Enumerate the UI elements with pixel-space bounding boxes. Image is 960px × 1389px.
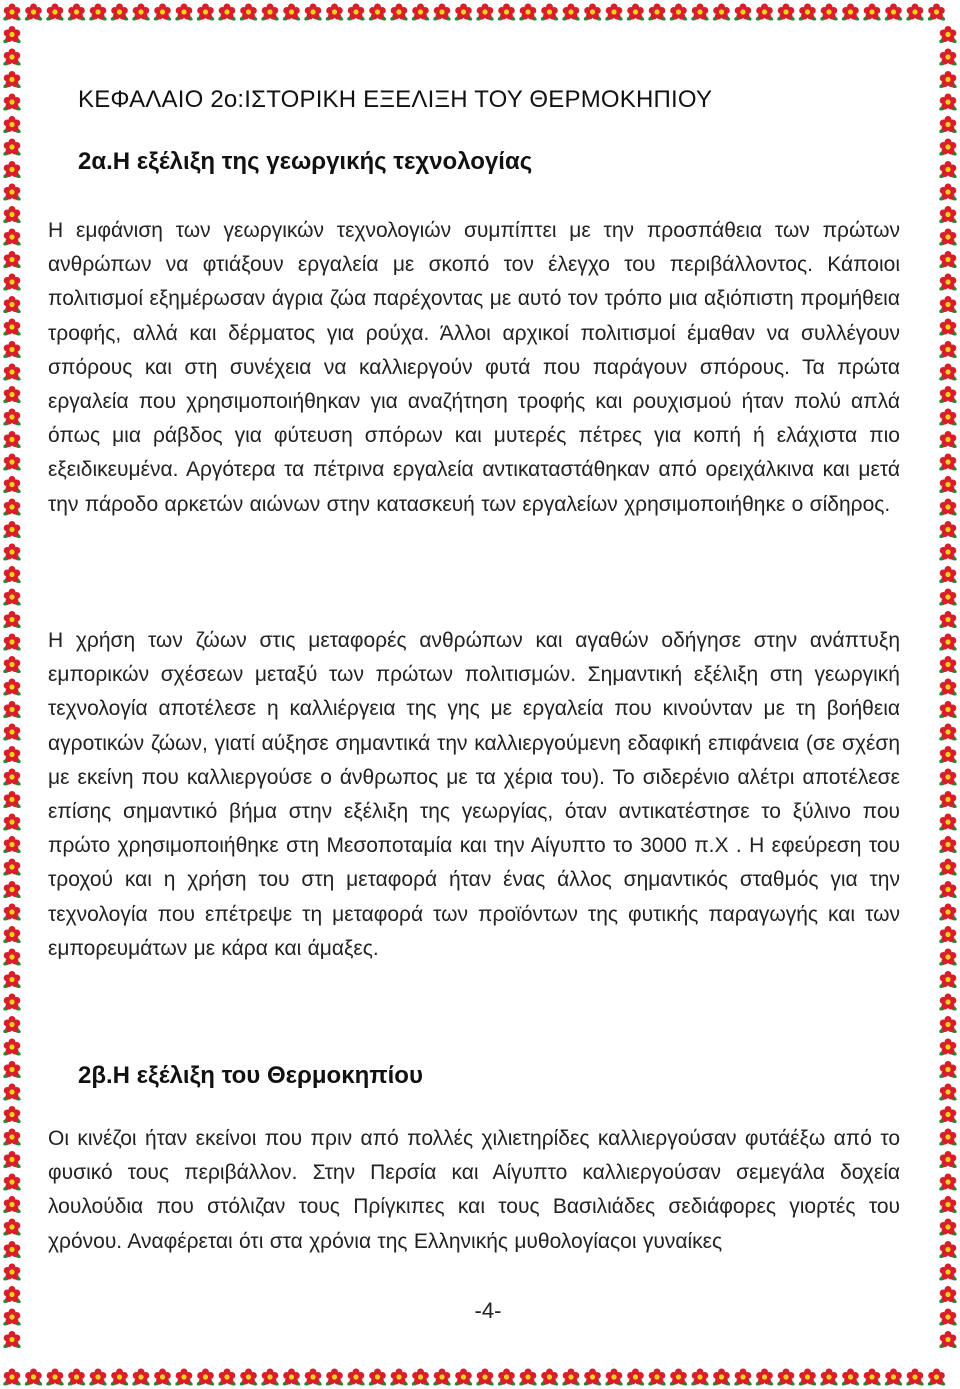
border-flower-icon — [3, 859, 22, 877]
border-flower-icon — [939, 184, 958, 202]
border-flower-icon — [939, 1129, 958, 1147]
border-flower-icon — [939, 319, 958, 337]
border-flower-icon — [939, 431, 958, 449]
document-page — [48, 0, 900, 1389]
border-flower-icon — [939, 1084, 958, 1102]
border-flower-icon — [3, 386, 22, 404]
border-flower-icon — [3, 1039, 22, 1057]
border-flower-icon — [3, 409, 22, 427]
border-flower-icon — [3, 296, 22, 314]
border-flower-icon — [3, 1264, 22, 1282]
border-flower-icon — [939, 521, 958, 539]
border-flower-icon — [939, 724, 958, 742]
border-flower-icon — [939, 949, 958, 967]
border-flower-icon — [3, 206, 22, 224]
border-flower-icon — [3, 476, 22, 494]
border-flower-icon — [939, 994, 958, 1012]
section-title-greenhouse-evolution: 2β.Η εξέλιξη του Θερμοκηπίου — [78, 1062, 423, 1089]
border-flower-icon — [3, 1369, 22, 1387]
border-flower-icon — [3, 4, 22, 22]
border-flower-icon — [3, 814, 22, 832]
paragraph-greenhouse-history: Οι κινέζοι ήταν εκείνοι που πριν από πολλές χιλιετηρίδες καλλιεργούσαν φυτάέξω από το φυσικό τους περιβάλλον. Στην Περσία και Αίγυπτο καλλιεργούσαν σεμεγάλα δοχεία λουλούδια που στόλιζαν τους Πρίγκιπες και τους Βασιλιάδες σεδιάφορες γιορτές του χρόνου. Αναφέρεται ότι στα χρόνια της Ελληνικής μυθολογίαςοι γυναίκες — [48, 1127, 900, 1253]
border-flower-icon — [3, 26, 22, 44]
border-flower-icon — [3, 1331, 22, 1349]
border-flower-icon — [3, 431, 22, 449]
border-flower-icon — [3, 769, 22, 787]
border-flower-icon — [24, 1369, 43, 1387]
border-flower-icon — [939, 161, 958, 179]
border-flower-icon — [3, 1241, 22, 1259]
border-flower-icon — [3, 746, 22, 764]
border-flower-icon — [939, 656, 958, 674]
paragraph-agricultural-transport: Η χρήση των ζώων στις μεταφορές ανθρώπων και αγαθών οδήγησε στην ανάπτυξη εμπορικών σχέσεων μεταξύ των πρώτων πολιτισμών. Σημαντική εξέλιξη στη γεωργική τεχνολογία αποτέλεσε η καλλιέργεια της γης με εργαλεία που κινούνταν με τη βοήθεια αγροτικών ζώων, γιατί αύξησε σημαντικά την καλλιεργούμενη εδαφική επιφάνεια (σε σχέση με εκείνη που καλλιεργούσε ο άνθρωπος με τα χέρια του). Το σιδερένιο αλέτρι αποτέλεσε επίσης σημαντικό βήμα στην εξέλιξη της γεωργίας, όταν αντικατέστησε το ξύλινο που πρώτο χρησιμοποιήθηκε στη Μεσοποταμία και την Αίγυπτο το 3000 π.Χ . Η εφεύρεση του τροχού και η χρήση του στη μεταφορά ήταν ένας άλλος σημαντικός σταθμός για την τεχνολογία που επέτρεψε τη μεταφορά των προϊόντων της φυτικής παραγωγής και των εμπορευμάτων με κάρα και άμαξες. — [48, 629, 900, 960]
border-flower-icon — [939, 296, 958, 314]
border-flower-icon — [939, 634, 958, 652]
border-flower-icon — [3, 634, 22, 652]
border-flower-icon — [3, 94, 22, 112]
border-flower-icon — [3, 971, 22, 989]
border-flower-icon — [927, 4, 946, 22]
border-flower-icon — [939, 1061, 958, 1079]
border-flower-icon — [939, 1106, 958, 1124]
border-flower-icon — [3, 251, 22, 269]
border-flower-icon — [939, 1286, 958, 1304]
border-flower-icon — [939, 746, 958, 764]
border-flower-icon — [3, 724, 22, 742]
border-flower-icon — [939, 476, 958, 494]
page-number: -4- — [474, 1298, 502, 1323]
border-flower-icon — [3, 1084, 22, 1102]
border-flower-icon — [3, 499, 22, 517]
border-flower-icon — [939, 49, 958, 67]
border-flower-icon — [3, 1174, 22, 1192]
border-flower-icon — [906, 1369, 925, 1387]
border-flower-icon — [939, 454, 958, 472]
border-flower-icon — [3, 521, 22, 539]
border-flower-icon — [3, 791, 22, 809]
border-flower-icon — [939, 139, 958, 157]
border-flower-icon — [3, 1151, 22, 1169]
border-flower-icon — [939, 611, 958, 629]
border-flower-icon — [3, 1196, 22, 1214]
border-flower-icon — [3, 701, 22, 719]
border-flower-icon — [3, 49, 22, 67]
section-title-agricultural-technology: 2α.Η εξέλιξη της γεωργικής τεχνολογίας — [78, 148, 533, 175]
border-flower-icon — [939, 814, 958, 832]
border-flower-icon — [939, 971, 958, 989]
border-flower-icon — [3, 904, 22, 922]
border-flower-icon — [3, 161, 22, 179]
border-flower-icon — [939, 1219, 958, 1237]
border-flower-icon — [939, 1196, 958, 1214]
border-flower-icon — [939, 566, 958, 584]
border-flower-icon — [3, 926, 22, 944]
border-flower-icon — [939, 701, 958, 719]
border-flower-icon — [3, 341, 22, 359]
border-flower-icon — [939, 1264, 958, 1282]
border-flower-icon — [3, 679, 22, 697]
border-flower-icon — [939, 1309, 958, 1327]
border-flower-icon — [939, 881, 958, 899]
border-flower-icon — [939, 904, 958, 922]
border-flower-icon — [927, 1369, 946, 1387]
border-flower-icon — [939, 341, 958, 359]
border-flower-icon — [3, 319, 22, 337]
border-flower-icon — [939, 1174, 958, 1192]
border-flower-icon — [939, 274, 958, 292]
border-flower-icon — [3, 1106, 22, 1124]
border-flower-icon — [939, 206, 958, 224]
border-flower-icon — [939, 1016, 958, 1034]
border-flower-icon — [3, 454, 22, 472]
border-flower-icon — [939, 116, 958, 134]
border-flower-icon — [939, 1331, 958, 1349]
border-flower-icon — [3, 1129, 22, 1147]
border-flower-icon — [3, 184, 22, 202]
border-flower-icon — [3, 611, 22, 629]
border-flower-icon — [3, 544, 22, 562]
border-flower-icon — [3, 364, 22, 382]
border-flower-icon — [24, 4, 43, 22]
border-flower-icon — [3, 139, 22, 157]
border-flower-icon — [939, 251, 958, 269]
border-flower-icon — [3, 71, 22, 89]
border-flower-icon — [3, 274, 22, 292]
border-flower-icon — [939, 859, 958, 877]
border-flower-icon — [939, 26, 958, 44]
border-flower-icon — [3, 1061, 22, 1079]
border-flower-icon — [3, 949, 22, 967]
border-flower-icon — [939, 94, 958, 112]
border-flower-icon — [3, 566, 22, 584]
border-flower-icon — [3, 656, 22, 674]
chapter-title: ΚΕΦΑΛΑΙΟ 2ο:ΙΣΤΟΡΙΚΗ ΕΞΕΛΙΞΗ ΤΟΥ ΘΕΡΜΟΚΗΠΙΟΥ — [78, 86, 713, 113]
border-flower-icon — [3, 1219, 22, 1237]
border-flower-icon — [939, 386, 958, 404]
border-flower-icon — [3, 1309, 22, 1327]
border-flower-icon — [939, 1039, 958, 1057]
border-flower-icon — [3, 116, 22, 134]
border-flower-icon — [939, 409, 958, 427]
border-flower-icon — [939, 769, 958, 787]
border-flower-icon — [939, 589, 958, 607]
border-flower-icon — [3, 881, 22, 899]
border-flower-icon — [3, 1016, 22, 1034]
border-flower-icon — [939, 679, 958, 697]
border-flower-icon — [3, 1286, 22, 1304]
border-flower-icon — [939, 926, 958, 944]
border-flower-icon — [939, 71, 958, 89]
border-flower-icon — [939, 229, 958, 247]
border-flower-icon — [3, 589, 22, 607]
border-flower-icon — [939, 1241, 958, 1259]
border-flower-icon — [939, 791, 958, 809]
border-flower-icon — [906, 4, 925, 22]
border-flower-icon — [939, 1151, 958, 1169]
border-flower-icon — [939, 364, 958, 382]
border-flower-icon — [3, 836, 22, 854]
border-flower-icon — [3, 229, 22, 247]
border-flower-icon — [939, 836, 958, 854]
paragraph-agricultural-tools: Η εμφάνιση των γεωργικών τεχνολογιών συμπίπτει με την προσπάθεια των πρώτων ανθρώπων να φτιάξουν εργαλεία με σκοπό τον έλεγχο του περιβάλλοντος. Κάποιοι πολιτισμοί εξημέρωσαν άγρια ζώα παρέχοντας με αυτό τον τρόπο μια αξιόπιστη προμήθεια τροφής, αλλά και δέρματος για ρούχα. Άλλοι αρχικοί πολιτισμοί έμαθαν να συλλέγουν σπόρους και στη συνέχεια να καλλιεργούν φυτά που παράγουν σπόρους. Τα πρώτα εργαλεία που χρησιμοποιήθηκαν για αναζήτηση τροφής και ρουχισμού ήταν πολύ απλά όπως μια ράβδος για φύτευση σπόρων και μυτερές πέτρες για κοπή ή ελάχιστα πιο εξειδικευμένα. Αργότερα τα πέτρινα εργαλεία αντικαταστάθηκαν από ορειχάλκινα και μετά την πάροδο αρκετών αιώνων στην κατασκευή των εργαλείων χρησιμοποιήθηκε ο σίδηρος. — [48, 219, 900, 516]
border-flower-icon — [939, 544, 958, 562]
border-flower-icon — [3, 994, 22, 1012]
border-flower-icon — [939, 499, 958, 517]
